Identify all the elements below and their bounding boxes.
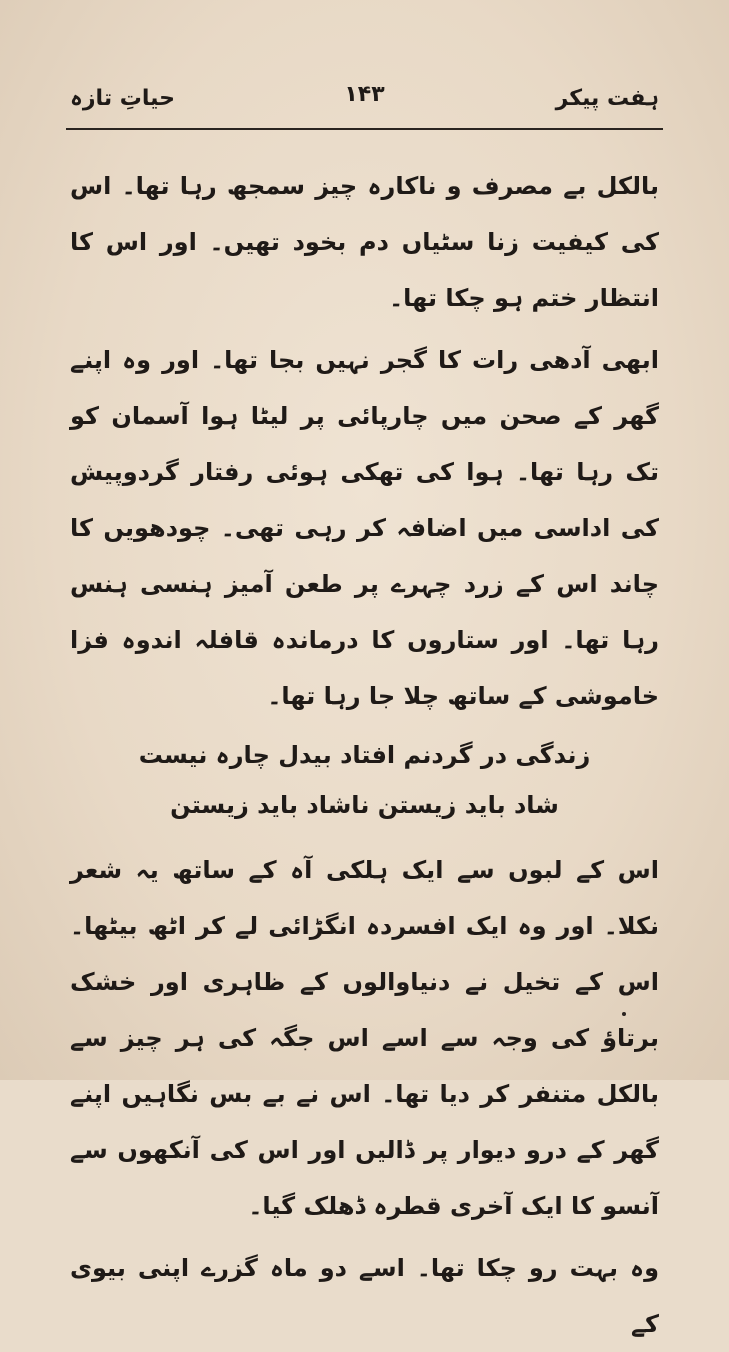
page-header xyxy=(70,78,659,118)
page-body xyxy=(70,158,659,1352)
paragraph-4: وہ بہت رو چکا تھا۔ اسے دو ماہ گزرے اپنی بیوی کے xyxy=(70,1254,659,1338)
verse-couplet xyxy=(70,730,659,830)
verse-line-1: زندگی در گردنم افتاد بیدل چارہ نیست xyxy=(138,741,591,769)
header-rule xyxy=(66,128,663,130)
paragraph-1: بالکل بے مصرف و ناکارہ چیز سمجھ رہا تھا۔ اس کی کیفیت زنا سٹیاں دم بخود تھیں۔ اور اس کا انتظار ختم ہو چکا تھا۔ xyxy=(70,172,659,312)
page-number: ۱۴۳ xyxy=(344,82,385,107)
header-right-title: ہفت پیکر xyxy=(555,86,659,111)
paragraph-2: ابھی آدھی رات کا گجر نہیں بجا تھا۔ اور وہ اپنے گھر کے صحن میں چارپائی پر لیٹا ہوا آسمان کو تک رہا تھا۔ ہوا کی تھکی ہوئی رفتار گردوپیش کی اداسی میں اضافہ کر رہی تھی۔ چودھویں کا چاند اس کے زرد چہرے پر طعن آمیز ہنسی ہنس رہا تھا۔ اور ستاروں کا درماندہ قافلہ اندوہ فزا خاموشی کے ساتھ چلا جا رہا تھا۔ xyxy=(70,346,659,710)
header-left-title: حیاتِ تازہ xyxy=(70,86,175,111)
paragraph-3: اس کے لبوں سے ایک ہلکی آہ کے ساتھ یہ شعر نکلا۔ اور وہ ایک افسردہ انگڑائی لے کر اٹھ بیٹھا۔ اس کے تخیل نے دنیاوالوں کے ظاہری اور خشک برتاؤ کی وجہ سے اسے اس جگہ کی ہر چیز سے بالکل متنفر کر دیا تھا۔ اس نے بے بس نگاہیں اپنے گھر کے درو دیوار پر ڈالیں اور اس کی آنکھوں سے آنسو کا ایک آخری قطرہ ڈھلک گیا۔ xyxy=(70,856,659,1220)
verse-line-2: شاد باید زیستن ناشاد باید زیستن xyxy=(170,791,559,819)
ink-dot xyxy=(622,1012,626,1016)
